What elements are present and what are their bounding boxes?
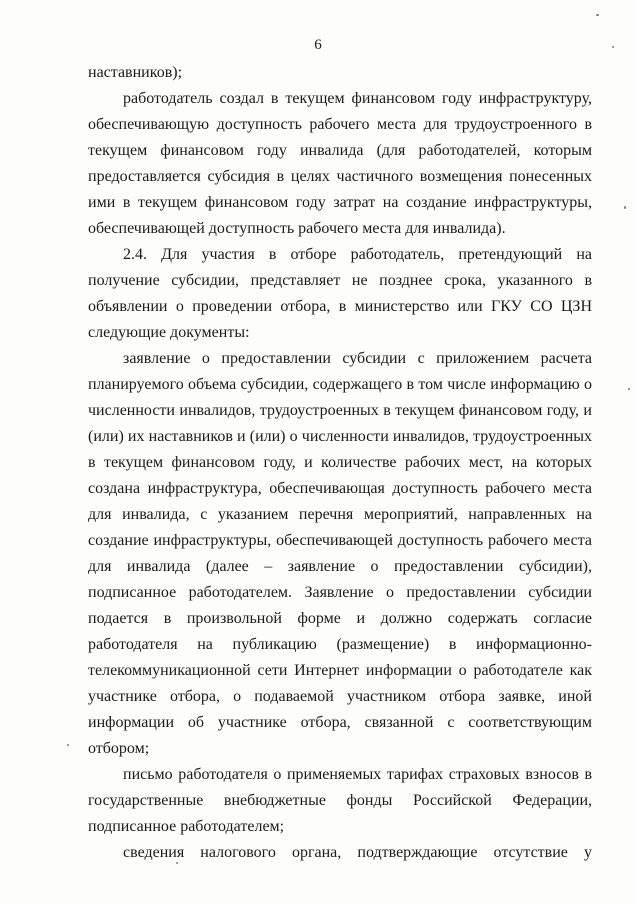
scan-speck [67, 744, 69, 746]
paragraph-insurance-tariffs-letter: письмо работодателя о применяемых тарифах страховых взносов в государственные внебюджетные фонды Российской Федерации, подписанное работодателем; [88, 766, 592, 835]
scan-speck [612, 46, 614, 48]
paragraph-infrastructure-condition: работодатель создал в текущем финансовом году инфраструктуру, обеспечивающую доступность рабочего места для трудоустроенного в текущем финансовом году инвалида (для работодателей, которым предоставляется субсидия в целях частичного возмещения понесенных ими в текущем финансовом году затрат на создание инфраструктуры, обеспечивающей доступность рабочего места для инвалида). [88, 90, 592, 237]
scan-speck [176, 862, 178, 864]
scan-speck [624, 206, 626, 209]
page-number: 6 [314, 37, 322, 53]
paragraph-continuation: наставников); [88, 64, 183, 81]
document-body [88, 60, 592, 866]
scan-speck [628, 388, 630, 390]
paragraph-application-statement: заявление о предоставлении субсидии с приложением расчета планируемого объема субсидии, содержащего в том числе информацию о численности инвалидов, трудоустроенных в текущем финансовом году, и (или) их наставников и (или) о численности инвалидов, трудоустроенных в текущем финансовом году, и количестве рабочих мест, на которых создана инфраструктура, обеспечивающая доступность рабочего места для инвалида, с указанием перечня мероприятий, направленных на создание инфраструктуры, обеспечивающей доступность рабочего места для инвалида (далее – заявление о предоставлении субсидии), подписанное работодателем. Заявление о предоставлении субсидии подается в произвольной форме и должно содержать согласие работодателя на публикацию (размещение) в информационно-телекоммуникационной сети Интернет информации о работодателе как участнике отбора, о подаваемой участником отбора заявке, иной информации об участнике отбора, связанной с соответствующим отбором; [88, 350, 592, 757]
paragraph-section-2-4: 2.4. Для участия в отборе работодатель, претендующий на получение субсидии, представляет не позднее срока, указанного в объявлении о проведении отбора, в министерство или ГКУ СО ЦЗН следующие документы: [88, 246, 592, 341]
paragraph-tax-authority-info: сведения налогового органа, подтверждающие отсутствие у [123, 844, 592, 861]
scan-speck [596, 14, 599, 16]
